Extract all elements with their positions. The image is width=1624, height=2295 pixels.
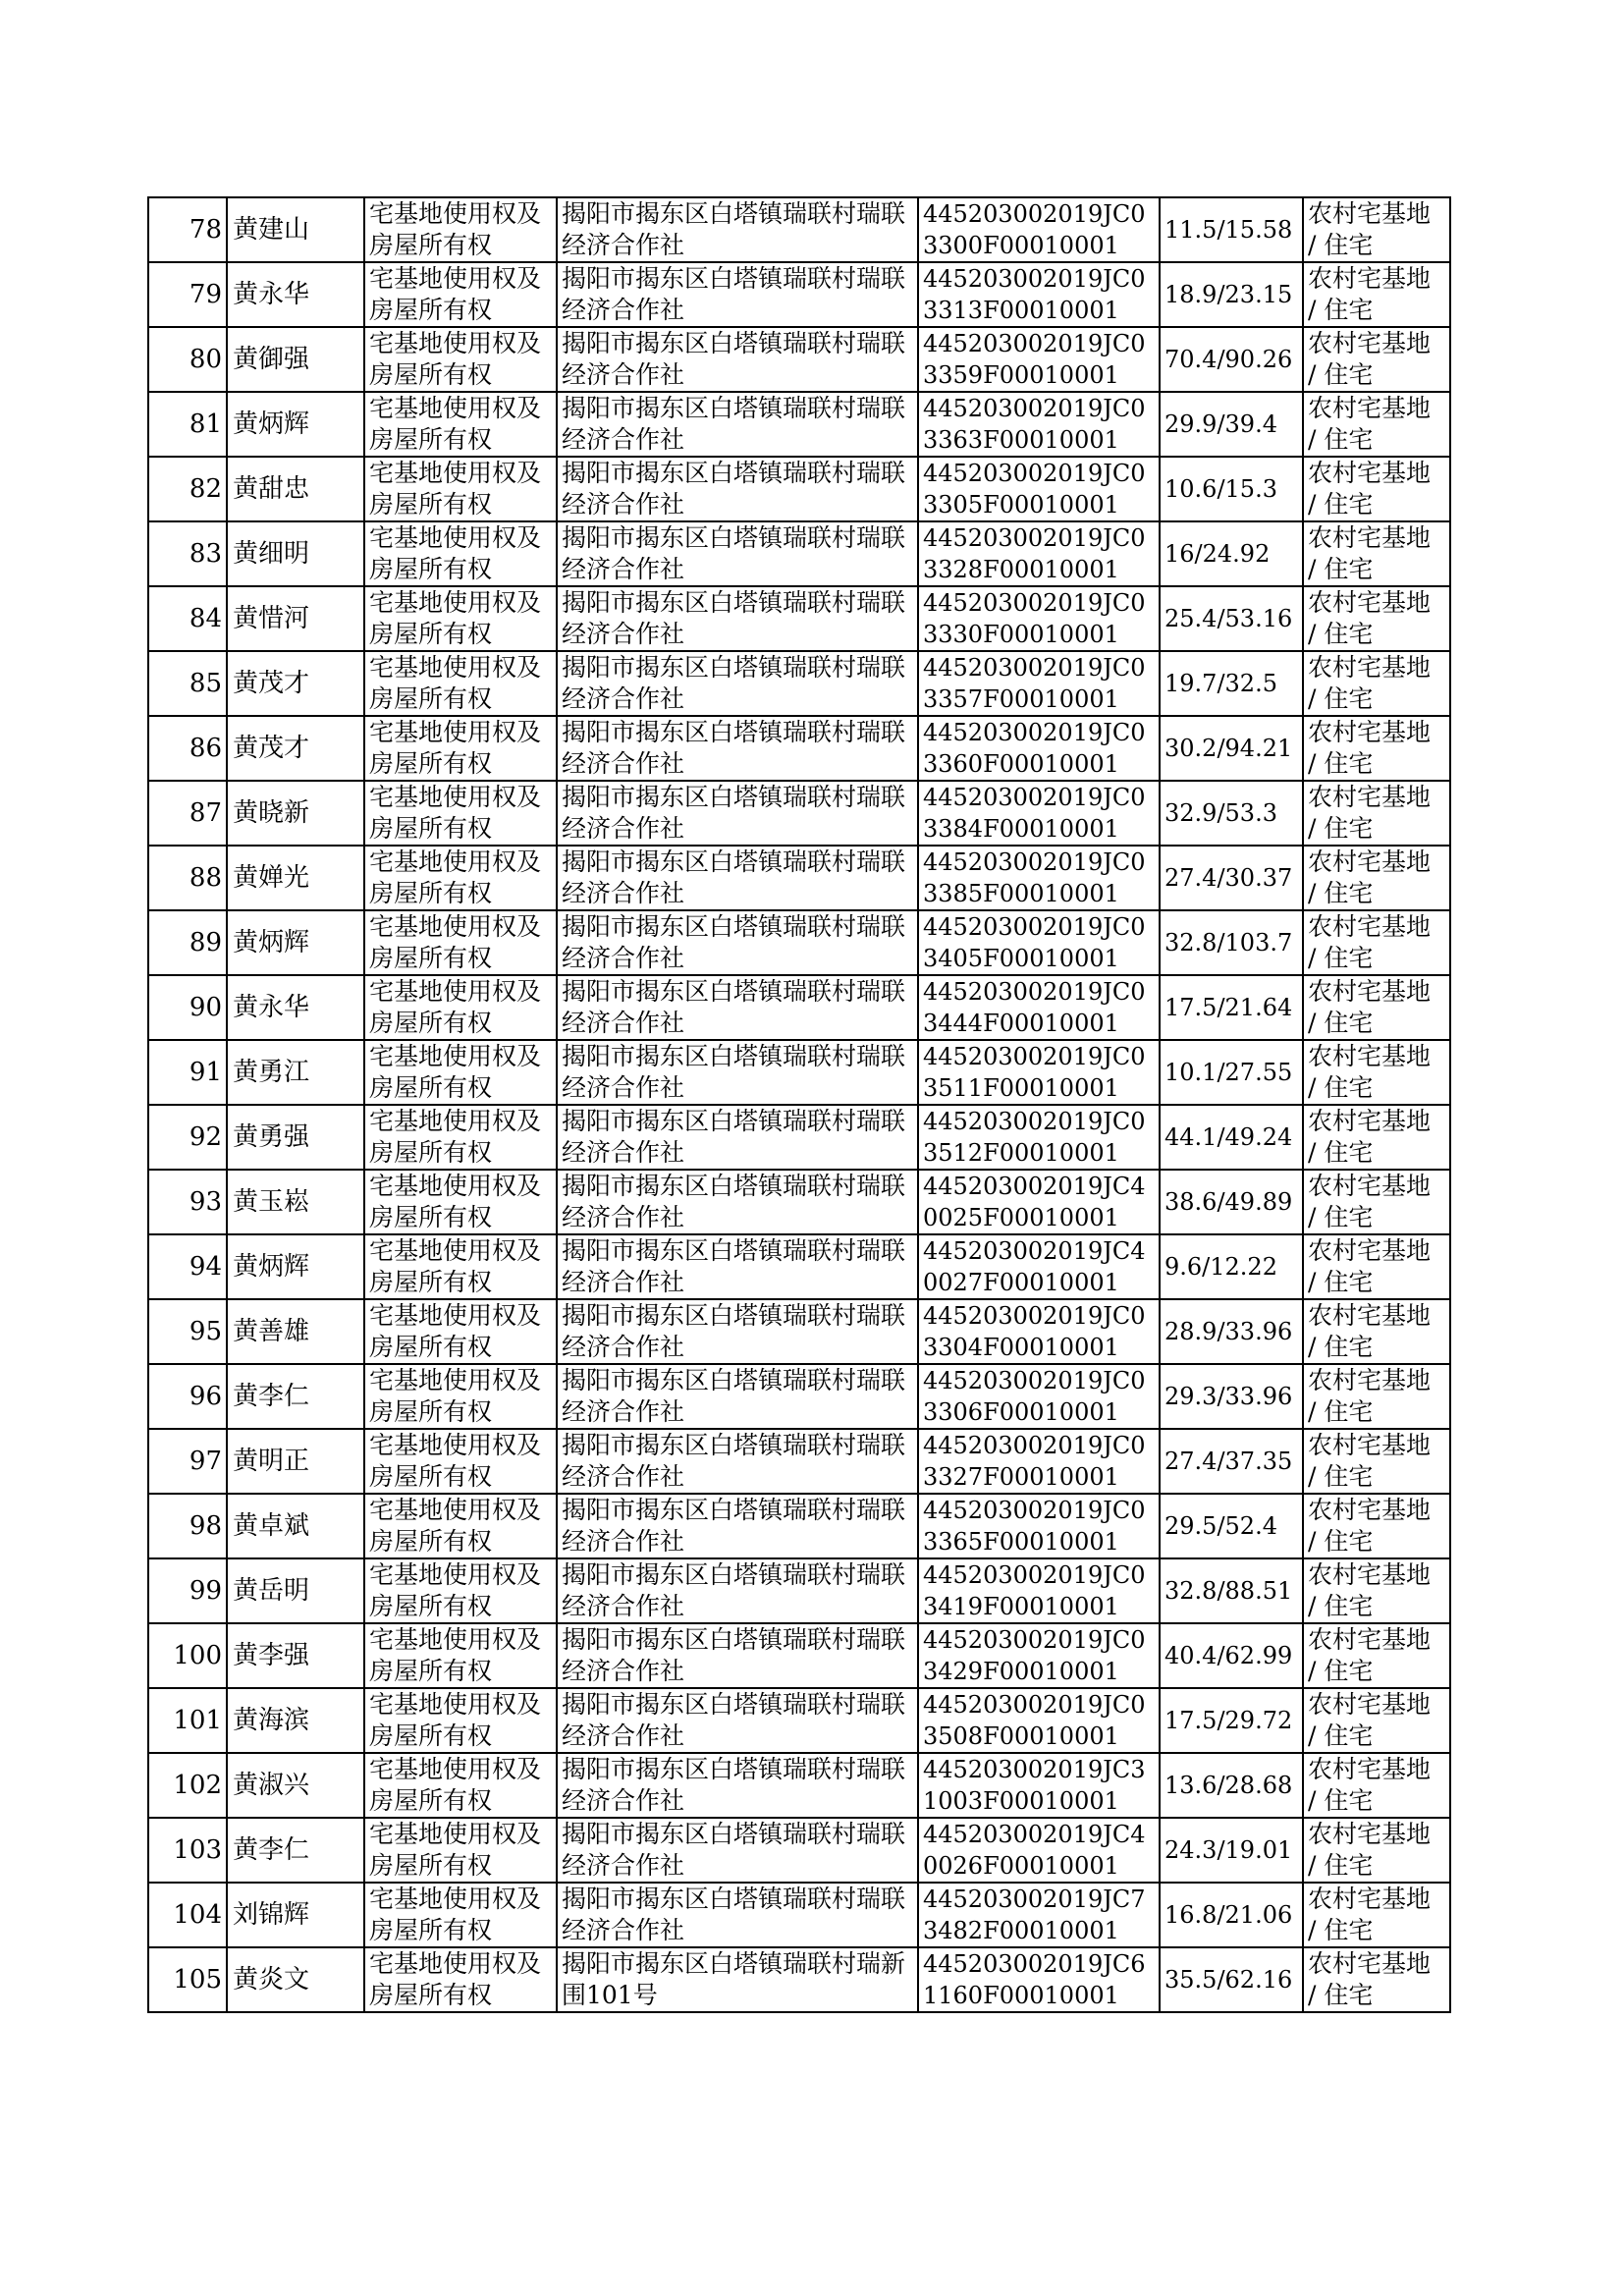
row-number-cell: 103 [148,1818,227,1883]
row-number-cell: 104 [148,1883,227,1947]
area-cell: 17.5/29.72 [1160,1688,1303,1753]
right-type-cell: 宅基地使用权及房屋所有权 [364,1234,557,1299]
right-type-cell: 宅基地使用权及房屋所有权 [364,1494,557,1558]
area-cell: 70.4/90.26 [1160,327,1303,392]
unit-code-cell: 445203002019JC40025F00010001 [918,1170,1160,1234]
unit-code-cell: 445203002019JC03360F00010001 [918,716,1160,781]
table-row [148,781,1450,846]
row-number-cell: 95 [148,1299,227,1364]
area-cell: 25.4/53.16 [1160,586,1303,651]
holder-name-cell: 黄李仁 [227,1364,364,1429]
unit-code-cell: 445203002019JC40026F00010001 [918,1818,1160,1883]
table-row [148,1040,1450,1105]
table-row [148,1623,1450,1688]
location-cell: 揭阳市揭东区白塔镇瑞联村瑞联经济合作社 [557,1558,918,1623]
location-cell: 揭阳市揭东区白塔镇瑞联村瑞联经济合作社 [557,781,918,846]
use-cell: 农村宅基地 / 住宅 [1303,1494,1450,1558]
right-type-cell: 宅基地使用权及房屋所有权 [364,910,557,975]
location-cell: 揭阳市揭东区白塔镇瑞联村瑞联经济合作社 [557,1234,918,1299]
right-type-cell: 宅基地使用权及房屋所有权 [364,1429,557,1494]
use-cell: 农村宅基地 / 住宅 [1303,910,1450,975]
use-cell: 农村宅基地 / 住宅 [1303,1688,1450,1753]
right-type-cell: 宅基地使用权及房屋所有权 [364,1753,557,1818]
unit-code-cell: 445203002019JC61160F00010001 [918,1947,1160,2012]
row-number-cell: 85 [148,651,227,716]
area-cell: 27.4/30.37 [1160,846,1303,910]
right-type-cell: 宅基地使用权及房屋所有权 [364,1688,557,1753]
table-row [148,327,1450,392]
right-type-cell: 宅基地使用权及房屋所有权 [364,1818,557,1883]
unit-code-cell: 445203002019JC40027F00010001 [918,1234,1160,1299]
location-cell: 揭阳市揭东区白塔镇瑞联村瑞联经济合作社 [557,392,918,457]
row-number-cell: 83 [148,521,227,586]
right-type-cell: 宅基地使用权及房屋所有权 [364,1558,557,1623]
holder-name-cell: 黄岳明 [227,1558,364,1623]
unit-code-cell: 445203002019JC03419F00010001 [918,1558,1160,1623]
location-cell: 揭阳市揭东区白塔镇瑞联村瑞联经济合作社 [557,262,918,327]
area-cell: 13.6/28.68 [1160,1753,1303,1818]
table-row [148,1753,1450,1818]
right-type-cell: 宅基地使用权及房屋所有权 [364,1299,557,1364]
row-number-cell: 105 [148,1947,227,2012]
holder-name-cell: 黄惜河 [227,586,364,651]
use-cell: 农村宅基地 / 住宅 [1303,1818,1450,1883]
table-row [148,1558,1450,1623]
right-type-cell: 宅基地使用权及房屋所有权 [364,1947,557,2012]
use-cell: 农村宅基地 / 住宅 [1303,1234,1450,1299]
holder-name-cell: 黄婵光 [227,846,364,910]
right-type-cell: 宅基地使用权及房屋所有权 [364,1040,557,1105]
holder-name-cell: 黄炳辉 [227,392,364,457]
area-cell: 40.4/62.99 [1160,1623,1303,1688]
unit-code-cell: 445203002019JC03508F00010001 [918,1688,1160,1753]
row-number-cell: 93 [148,1170,227,1234]
area-cell: 29.9/39.4 [1160,392,1303,457]
location-cell: 揭阳市揭东区白塔镇瑞联村瑞联经济合作社 [557,1105,918,1170]
use-cell: 农村宅基地 / 住宅 [1303,1883,1450,1947]
use-cell: 农村宅基地 / 住宅 [1303,975,1450,1040]
use-cell: 农村宅基地 / 住宅 [1303,1753,1450,1818]
area-cell: 30.2/94.21 [1160,716,1303,781]
use-cell: 农村宅基地 / 住宅 [1303,1558,1450,1623]
holder-name-cell: 黄李仁 [227,1818,364,1883]
location-cell: 揭阳市揭东区白塔镇瑞联村瑞新围101号 [557,1947,918,2012]
unit-code-cell: 445203002019JC03327F00010001 [918,1429,1160,1494]
table-row [148,1818,1450,1883]
use-cell: 农村宅基地 / 住宅 [1303,1170,1450,1234]
table-row [148,1429,1450,1494]
use-cell: 农村宅基地 / 住宅 [1303,521,1450,586]
right-type-cell: 宅基地使用权及房屋所有权 [364,1883,557,1947]
area-cell: 29.5/52.4 [1160,1494,1303,1558]
area-cell: 32.8/103.7 [1160,910,1303,975]
row-number-cell: 92 [148,1105,227,1170]
row-number-cell: 87 [148,781,227,846]
use-cell: 农村宅基地 / 住宅 [1303,586,1450,651]
unit-code-cell: 445203002019JC73482F00010001 [918,1883,1160,1947]
holder-name-cell: 黄明正 [227,1429,364,1494]
holder-name-cell: 黄茂才 [227,716,364,781]
holder-name-cell: 黄淑兴 [227,1753,364,1818]
right-type-cell: 宅基地使用权及房屋所有权 [364,1623,557,1688]
holder-name-cell: 黄细明 [227,521,364,586]
table-row [148,1947,1450,2012]
use-cell: 农村宅基地 / 住宅 [1303,457,1450,521]
row-number-cell: 81 [148,392,227,457]
unit-code-cell: 445203002019JC03405F00010001 [918,910,1160,975]
unit-code-cell: 445203002019JC03385F00010001 [918,846,1160,910]
row-number-cell: 94 [148,1234,227,1299]
use-cell: 农村宅基地 / 住宅 [1303,716,1450,781]
location-cell: 揭阳市揭东区白塔镇瑞联村瑞联经济合作社 [557,1040,918,1105]
unit-code-cell: 445203002019JC03512F00010001 [918,1105,1160,1170]
unit-code-cell: 445203002019JC03384F00010001 [918,781,1160,846]
use-cell: 农村宅基地 / 住宅 [1303,846,1450,910]
use-cell: 农村宅基地 / 住宅 [1303,392,1450,457]
table-row [148,262,1450,327]
holder-name-cell: 黄晓新 [227,781,364,846]
area-cell: 38.6/49.89 [1160,1170,1303,1234]
table-row [148,1234,1450,1299]
location-cell: 揭阳市揭东区白塔镇瑞联村瑞联经济合作社 [557,1883,918,1947]
use-cell: 农村宅基地 / 住宅 [1303,1947,1450,2012]
table-row [148,197,1450,262]
row-number-cell: 102 [148,1753,227,1818]
holder-name-cell: 黄永华 [227,262,364,327]
area-cell: 11.5/15.58 [1160,197,1303,262]
area-cell: 28.9/33.96 [1160,1299,1303,1364]
holder-name-cell: 刘锦辉 [227,1883,364,1947]
row-number-cell: 82 [148,457,227,521]
use-cell: 农村宅基地 / 住宅 [1303,262,1450,327]
right-type-cell: 宅基地使用权及房屋所有权 [364,975,557,1040]
table-row [148,1105,1450,1170]
location-cell: 揭阳市揭东区白塔镇瑞联村瑞联经济合作社 [557,846,918,910]
holder-name-cell: 黄勇强 [227,1105,364,1170]
right-type-cell: 宅基地使用权及房屋所有权 [364,457,557,521]
right-type-cell: 宅基地使用权及房屋所有权 [364,651,557,716]
row-number-cell: 97 [148,1429,227,1494]
row-number-cell: 86 [148,716,227,781]
use-cell: 农村宅基地 / 住宅 [1303,1623,1450,1688]
holder-name-cell: 黄甜忠 [227,457,364,521]
holder-name-cell: 黄炎文 [227,1947,364,2012]
use-cell: 农村宅基地 / 住宅 [1303,327,1450,392]
row-number-cell: 80 [148,327,227,392]
row-number-cell: 78 [148,197,227,262]
right-type-cell: 宅基地使用权及房屋所有权 [364,197,557,262]
row-number-cell: 90 [148,975,227,1040]
use-cell: 农村宅基地 / 住宅 [1303,1105,1450,1170]
unit-code-cell: 445203002019JC03429F00010001 [918,1623,1160,1688]
unit-code-cell: 445203002019JC03444F00010001 [918,975,1160,1040]
right-type-cell: 宅基地使用权及房屋所有权 [364,392,557,457]
table-row [148,521,1450,586]
area-cell: 32.8/88.51 [1160,1558,1303,1623]
table-row [148,1883,1450,1947]
table-row [148,457,1450,521]
holder-name-cell: 黄御强 [227,327,364,392]
location-cell: 揭阳市揭东区白塔镇瑞联村瑞联经济合作社 [557,1753,918,1818]
row-number-cell: 99 [148,1558,227,1623]
use-cell: 农村宅基地 / 住宅 [1303,197,1450,262]
use-cell: 农村宅基地 / 住宅 [1303,1299,1450,1364]
location-cell: 揭阳市揭东区白塔镇瑞联村瑞联经济合作社 [557,586,918,651]
use-cell: 农村宅基地 / 住宅 [1303,1429,1450,1494]
area-cell: 18.9/23.15 [1160,262,1303,327]
use-cell: 农村宅基地 / 住宅 [1303,781,1450,846]
unit-code-cell: 445203002019JC03365F00010001 [918,1494,1160,1558]
unit-code-cell: 445203002019JC31003F00010001 [918,1753,1160,1818]
holder-name-cell: 黄李强 [227,1623,364,1688]
table-row [148,910,1450,975]
unit-code-cell: 445203002019JC03305F00010001 [918,457,1160,521]
holder-name-cell: 黄勇江 [227,1040,364,1105]
right-type-cell: 宅基地使用权及房屋所有权 [364,716,557,781]
area-cell: 9.6/12.22 [1160,1234,1303,1299]
unit-code-cell: 445203002019JC03363F00010001 [918,392,1160,457]
row-number-cell: 101 [148,1688,227,1753]
location-cell: 揭阳市揭东区白塔镇瑞联村瑞联经济合作社 [557,651,918,716]
location-cell: 揭阳市揭东区白塔镇瑞联村瑞联经济合作社 [557,910,918,975]
location-cell: 揭阳市揭东区白塔镇瑞联村瑞联经济合作社 [557,716,918,781]
holder-name-cell: 黄善雄 [227,1299,364,1364]
location-cell: 揭阳市揭东区白塔镇瑞联村瑞联经济合作社 [557,1170,918,1234]
row-number-cell: 89 [148,910,227,975]
registration-table [147,196,1451,2013]
right-type-cell: 宅基地使用权及房屋所有权 [364,521,557,586]
holder-name-cell: 黄茂才 [227,651,364,716]
area-cell: 10.6/15.3 [1160,457,1303,521]
location-cell: 揭阳市揭东区白塔镇瑞联村瑞联经济合作社 [557,457,918,521]
unit-code-cell: 445203002019JC03306F00010001 [918,1364,1160,1429]
area-cell: 32.9/53.3 [1160,781,1303,846]
area-cell: 35.5/62.16 [1160,1947,1303,2012]
area-cell: 16/24.92 [1160,521,1303,586]
unit-code-cell: 445203002019JC03313F00010001 [918,262,1160,327]
row-number-cell: 100 [148,1623,227,1688]
right-type-cell: 宅基地使用权及房屋所有权 [364,846,557,910]
area-cell: 16.8/21.06 [1160,1883,1303,1947]
table-row [148,1170,1450,1234]
right-type-cell: 宅基地使用权及房屋所有权 [364,586,557,651]
location-cell: 揭阳市揭东区白塔镇瑞联村瑞联经济合作社 [557,1429,918,1494]
location-cell: 揭阳市揭东区白塔镇瑞联村瑞联经济合作社 [557,1494,918,1558]
location-cell: 揭阳市揭东区白塔镇瑞联村瑞联经济合作社 [557,1688,918,1753]
table-row [148,651,1450,716]
location-cell: 揭阳市揭东区白塔镇瑞联村瑞联经济合作社 [557,975,918,1040]
right-type-cell: 宅基地使用权及房屋所有权 [364,1170,557,1234]
area-cell: 17.5/21.64 [1160,975,1303,1040]
location-cell: 揭阳市揭东区白塔镇瑞联村瑞联经济合作社 [557,197,918,262]
row-number-cell: 79 [148,262,227,327]
use-cell: 农村宅基地 / 住宅 [1303,651,1450,716]
location-cell: 揭阳市揭东区白塔镇瑞联村瑞联经济合作社 [557,1364,918,1429]
unit-code-cell: 445203002019JC03304F00010001 [918,1299,1160,1364]
location-cell: 揭阳市揭东区白塔镇瑞联村瑞联经济合作社 [557,1623,918,1688]
table-row [148,846,1450,910]
row-number-cell: 96 [148,1364,227,1429]
unit-code-cell: 445203002019JC03330F00010001 [918,586,1160,651]
location-cell: 揭阳市揭东区白塔镇瑞联村瑞联经济合作社 [557,1299,918,1364]
unit-code-cell: 445203002019JC03300F00010001 [918,197,1160,262]
row-number-cell: 88 [148,846,227,910]
unit-code-cell: 445203002019JC03328F00010001 [918,521,1160,586]
table-row [148,1494,1450,1558]
right-type-cell: 宅基地使用权及房屋所有权 [364,262,557,327]
area-cell: 24.3/19.01 [1160,1818,1303,1883]
table-row [148,1688,1450,1753]
right-type-cell: 宅基地使用权及房屋所有权 [364,1105,557,1170]
area-cell: 44.1/49.24 [1160,1105,1303,1170]
holder-name-cell: 黄卓斌 [227,1494,364,1558]
unit-code-cell: 445203002019JC03357F00010001 [918,651,1160,716]
unit-code-cell: 445203002019JC03511F00010001 [918,1040,1160,1105]
right-type-cell: 宅基地使用权及房屋所有权 [364,327,557,392]
table-row [148,716,1450,781]
right-type-cell: 宅基地使用权及房屋所有权 [364,1364,557,1429]
area-cell: 27.4/37.35 [1160,1429,1303,1494]
table-row [148,392,1450,457]
table-row [148,975,1450,1040]
area-cell: 29.3/33.96 [1160,1364,1303,1429]
holder-name-cell: 黄永华 [227,975,364,1040]
row-number-cell: 91 [148,1040,227,1105]
row-number-cell: 98 [148,1494,227,1558]
holder-name-cell: 黄玉崧 [227,1170,364,1234]
holder-name-cell: 黄炳辉 [227,1234,364,1299]
use-cell: 农村宅基地 / 住宅 [1303,1364,1450,1429]
area-cell: 10.1/27.55 [1160,1040,1303,1105]
area-cell: 19.7/32.5 [1160,651,1303,716]
table-row [148,1299,1450,1364]
unit-code-cell: 445203002019JC03359F00010001 [918,327,1160,392]
holder-name-cell: 黄建山 [227,197,364,262]
row-number-cell: 84 [148,586,227,651]
right-type-cell: 宅基地使用权及房屋所有权 [364,781,557,846]
location-cell: 揭阳市揭东区白塔镇瑞联村瑞联经济合作社 [557,1818,918,1883]
location-cell: 揭阳市揭东区白塔镇瑞联村瑞联经济合作社 [557,521,918,586]
use-cell: 农村宅基地 / 住宅 [1303,1040,1450,1105]
table-row [148,586,1450,651]
table-row [148,1364,1450,1429]
location-cell: 揭阳市揭东区白塔镇瑞联村瑞联经济合作社 [557,327,918,392]
holder-name-cell: 黄海滨 [227,1688,364,1753]
holder-name-cell: 黄炳辉 [227,910,364,975]
